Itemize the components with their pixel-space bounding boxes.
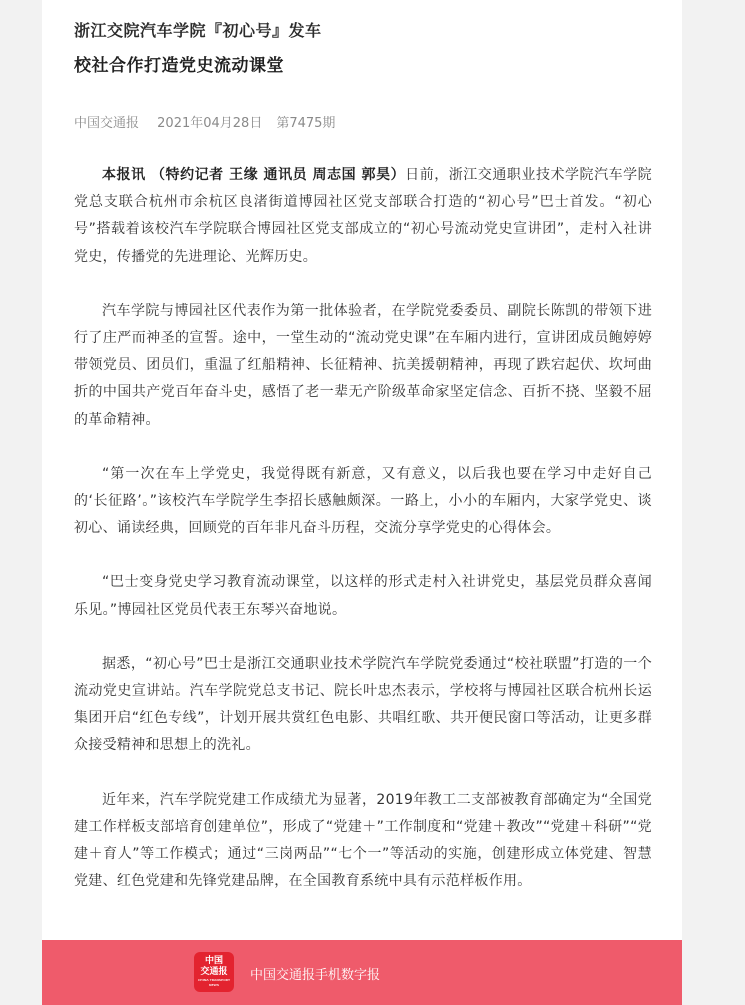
newspaper-page xyxy=(42,0,682,1005)
article-paragraph: 据悉，“初心号”巴士是浙江交通职业技术学院汽车学院党委通过“校社联盟”打造的一个流动党史宣讲站。汽车学院党总支书记、院长叶忠杰表示，学校将与博园社区联合杭州长运集团开启“红色专线”，计划开展共赏红色电影、共唱红歌、共开便民窗口等活动，让更多群众接受精神和思想上的洗礼。 xyxy=(74,655,652,754)
mobile-edition-label[interactable]: 中国交通报手机数字报 xyxy=(250,968,381,983)
article-meta xyxy=(74,112,349,131)
newspaper-logo: 中国 交通报 CHINA TRANSPORT NEWS xyxy=(194,952,234,992)
article-paragraph: 本报讯 （特约记者 王缘 通讯员 周志国 郭昊）日前，浙江交通职业技术学院汽车学院党总支联合杭州市余杭区良渚街道博园社区党支部联合打造的“初心号”巴士首发。“初心号”搭载着该校汽车学院联合博园社区党支部成立的“初心号流动党史宣讲团”，走村入社讲党史，传播党的先进理论、光辉历史。 xyxy=(74,167,652,265)
article-paragraph: 汽车学院与博园社区代表作为第一批体验者，在学院党委委员、副院长陈凯的带领下进行了庄严而神圣的宣誓。途中，一堂生动的“流动党史课”在车厢内进行，宣讲团成员鲍婷婷带领党员、团员们，重温了红船精神、长征精神、抗美援朝精神，再现了跌宕起伏、坎坷曲折的中国共产党百年奋斗史，感悟了老一辈无产阶级革命家坚定信念、百折不挠、坚毅不屈的革命精神。 xyxy=(74,302,652,428)
article-subtitle: 浙江交院汽车学院『初心号』发车 xyxy=(74,21,322,40)
byline: 本报讯 （特约记者 王缘 通讯员 周志国 郭昊） xyxy=(102,167,406,183)
article-headline: 校社合作打造党史流动课堂 xyxy=(74,56,284,76)
article-paragraph: “第一次在车上学党史，我觉得既有新意，又有意义，以后我也要在学习中走好自己的‘长征路’。”该校汽车学院学生李招长感触颇深。一路上，小小的车厢内，大家学党史、谈初心、诵读经典，回顾党的百年非凡奋斗历程，交流分享学党史的心得体会。 xyxy=(74,465,652,537)
article-paragraph: 近年来，汽车学院党建工作成绩尤为显著，2019年教工二支部被教育部确定为“全国党建工作样板支部培育创建单位”，形成了“党建＋”工作制度和“党建＋教改”“党建＋科研”“党建＋育人”等工作模式；通过“三岗两品”“七个一”等活动的实施，创建形成立体党建、智慧党建、红色党建和先锋党建品牌，在全国教育系统中具有示范样板作用。 xyxy=(74,791,652,890)
article-body xyxy=(74,162,652,922)
publish-date: 2021年04月28日 xyxy=(157,116,263,131)
source-label: 中国交通报 xyxy=(74,116,140,131)
article-paragraph: “巴士变身党史学习教育流动课堂，以这样的形式走村入社讲党史，基层党员群众喜闻乐见。”博园社区党员代表王东琴兴奋地说。 xyxy=(74,574,652,618)
mobile-edition-banner[interactable] xyxy=(42,940,682,1005)
issue-number: 第7475期 xyxy=(276,116,336,131)
